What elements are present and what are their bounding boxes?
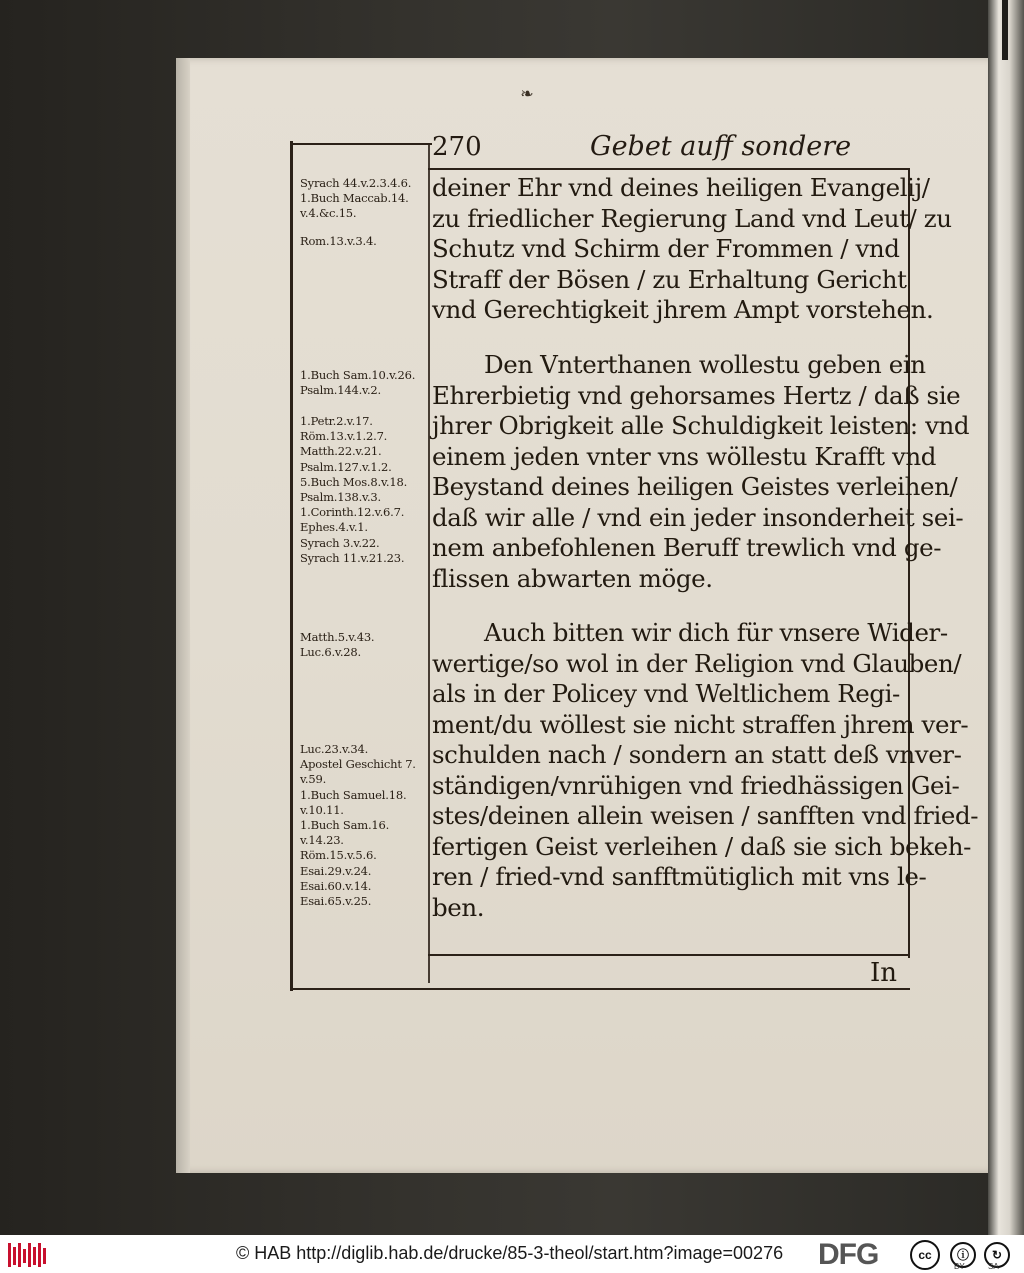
text-line: Straff der Bösen / zu Erhaltung Gericht: [432, 264, 907, 294]
sa-icon: ↻: [984, 1242, 1010, 1268]
margin-notes-group-1: [300, 176, 428, 222]
catchword: In: [870, 958, 898, 988]
text-line: jhrer Obrigkeit alle Schuldigkeit leisten: vnd: [432, 411, 970, 440]
margin-note: Röm.13.v.1.2.7.: [300, 429, 388, 444]
margin-note: Apostel Geschicht 7.: [300, 757, 416, 772]
text-line: ren / fried-vnd sanfftmütiglich mit vns le-: [432, 862, 927, 891]
running-title: Gebet auff sondere: [590, 131, 852, 162]
text-line: deiner Ehr vnd deines heiligen Evangelij/: [432, 173, 930, 202]
margin-notes-group-3: [300, 368, 428, 398]
text-line: Beystand deines heiligen Geistes verleihen/: [432, 472, 958, 501]
text-line: daß wir alle / vnd ein jeder insonderheit sei-: [432, 502, 964, 532]
license-badge[interactable]: [910, 1238, 1020, 1270]
margin-note: Röm.15.v.5.6.: [300, 848, 377, 863]
margin-note: 1.Corinth.12.v.6.7.: [300, 505, 405, 520]
margin-note: Syrach 11.v.21.23.: [300, 550, 405, 565]
margin-note: v.59.: [300, 772, 327, 787]
footer-rule: [290, 988, 910, 990]
margin-note: Syrach 44.v.2.3.4.6.: [300, 176, 412, 190]
margin-notes-group-5: [300, 630, 428, 660]
paragraph-2: [432, 350, 970, 594]
text-line: flissen abwarten möge.: [432, 563, 713, 593]
margin-note: 1.Buch Sam.16.: [300, 818, 390, 833]
text-line: als in der Policey vnd Weltlichem Regi-: [432, 679, 900, 708]
margin-note: 1.Buch Maccab.14.: [300, 191, 409, 206]
margin-note: 1.Petr.2.v.17.: [300, 414, 373, 428]
text-line: zu friedlicher Regierung Land vnd Leut/ zu: [432, 203, 952, 233]
margin-note: Matth.5.v.43.: [300, 630, 375, 644]
margin-note: Psalm.138.v.3.: [300, 490, 381, 505]
margin-note: Ephes.4.v.1.: [300, 520, 368, 535]
text-line: vnd Gerechtigkeit jhrem Ampt vorstehen.: [432, 295, 934, 324]
sa-label: SA: [988, 1262, 999, 1271]
text-line: Schutz vnd Schirm der Frommen / vnd: [432, 234, 900, 263]
margin-note: Luc.23.v.34.: [300, 742, 369, 756]
page-number: 270: [432, 132, 482, 162]
margin-note: Rom.13.v.3.4.: [300, 234, 377, 248]
cc-icon: cc: [910, 1240, 940, 1270]
text-line: nem anbefohlenen Beruff trewlich vnd ge-: [432, 533, 942, 562]
text-line: ment/du wöllest sie nicht straffen jhrem ver-: [432, 709, 969, 739]
margin-note: Luc.6.v.28.: [300, 645, 361, 660]
margin-note: 1.Buch Samuel.18.: [300, 787, 407, 802]
margin-note: 1.Buch Sam.10.v.26.: [300, 368, 416, 382]
margin-notes-group-6: [300, 742, 428, 909]
citation-link[interactable]: © HAB http://diglib.hab.de/drucke/85-3-theol/start.htm?image=00276: [236, 1243, 784, 1263]
text-line: wertige/so wol in der Religion vnd Glauben/: [432, 648, 962, 678]
hab-logo-icon: [6, 1239, 48, 1269]
margin-note: Matth.22.v.21.: [300, 444, 382, 459]
margin-notes-group-4: [300, 414, 428, 566]
margin-notes-group-2: [300, 234, 428, 249]
text-line: Auch bitten wir dich für vnsere Wider-: [484, 618, 948, 647]
text-line: stes/deinen allein weisen / sanfften vnd fried-: [432, 801, 979, 830]
paragraph-1: [432, 173, 952, 326]
paragraph-3: [432, 618, 979, 923]
text-line: fertigen Geist verleihen / daß sie sich bekeh-: [432, 831, 971, 861]
margin-note: v.14.23.: [300, 833, 344, 848]
margin-note: Psalm.144.v.2.: [300, 383, 381, 398]
by-icon: ⓘ: [950, 1242, 976, 1268]
by-label: BY: [954, 1262, 965, 1271]
margin-note: v.10.11.: [300, 802, 344, 817]
footer-bar: [0, 1235, 1024, 1273]
text-line: Ehrerbietig vnd gehorsames Hertz / daß sie: [432, 380, 961, 410]
text-line: schulden nach / sondern an statt deß vnver-: [432, 740, 962, 769]
margin-note: Syrach 3.v.22.: [300, 535, 380, 550]
bottom-rule: [428, 954, 910, 956]
margin-divider-rule: [428, 143, 430, 983]
margin-note: Esai.29.v.24.: [300, 863, 372, 878]
margin-note: Psalm.127.v.1.2.: [300, 459, 392, 474]
text-line: ben.: [432, 892, 485, 922]
page-fold-shadow: [176, 58, 190, 1173]
dfg-logo: DFG: [818, 1238, 879, 1271]
book-edge: [988, 0, 1024, 1235]
text-line: ständigen/vnrühigen vnd friedhässigen Gei-: [432, 770, 960, 800]
margin-note: Esai.60.v.14.: [300, 878, 372, 893]
text-line: einem jeden vnter vns wöllestu Krafft vnd: [432, 441, 937, 471]
margin-note: v.4.&c.15.: [300, 206, 357, 221]
margin-note: Esai.65.v.25.: [300, 894, 372, 909]
margin-note: 5.Buch Mos.8.v.18.: [300, 474, 408, 489]
margin-top-rule: [290, 143, 432, 145]
header-rule: [428, 168, 910, 170]
text-line: Den Vnterthanen wollestu geben ein: [484, 350, 926, 379]
outer-left-rule: [290, 141, 293, 991]
ornament-icon: ❧: [520, 84, 534, 103]
